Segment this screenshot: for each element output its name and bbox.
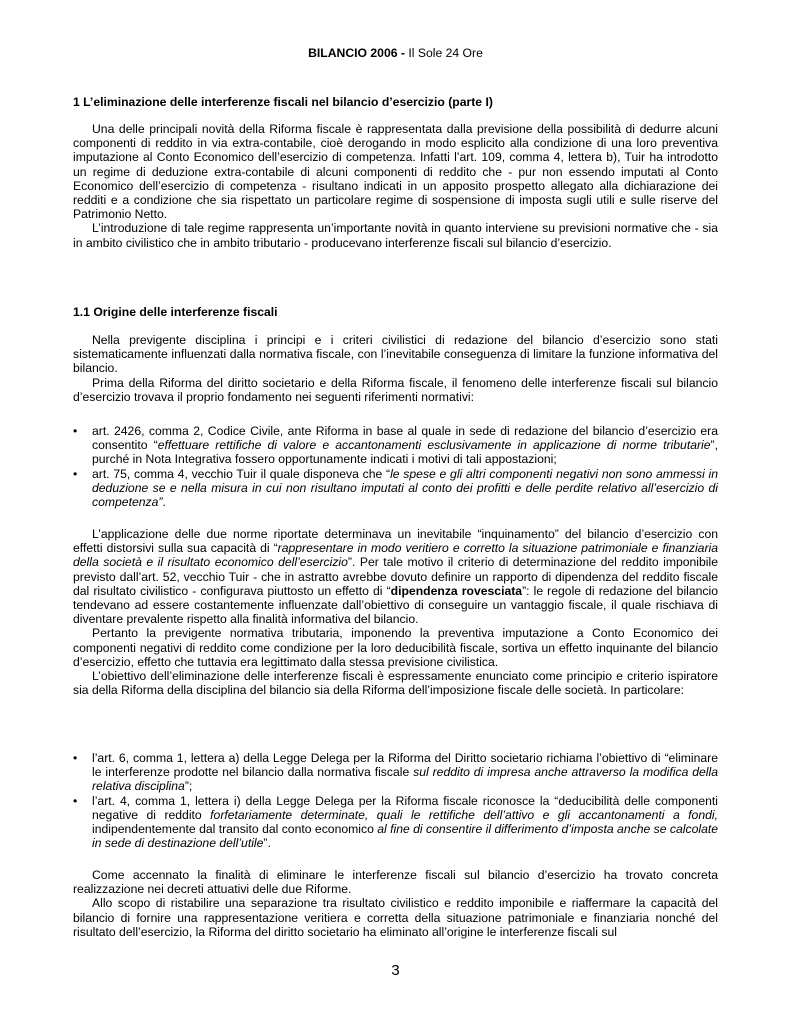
- paragraph: L’applicazione delle due norme riportate determinava un inevitabile “inquinamento” del bilancio d’esercizio con effetti distorsivi sulla sua capacità di “rappresentare in modo veritiero e corretto la situazione patrimoniale e finanziaria della società e il risultato economico dell’esercizio”. Per tale motivo il criterio di determinazione del reddito imponibile previsto dall’art. 52, vecchio Tuir - che in astratto avrebbe dovuto definire un rapporto di dipendenza del reddito fiscale dal risultato civilistico - configurava piuttosto un effetto di “dipendenza rovesciata”: le regole di redazione del bilancio tendevano ad essere costantemente influenzate dall’obiettivo di conseguire un vantaggio fiscale, il quale rischiava di diventare prevalente rispetto alla finalità informativa del bilancio.: [73, 527, 718, 627]
- delegation-law-list: [73, 751, 718, 850]
- page-number: 3: [391, 962, 400, 979]
- header-title-rest: Il Sole 24 Ore: [404, 46, 483, 60]
- paragraph: Come accennato la finalità di eliminare le interferenze fiscali sul bilancio d’esercizio ha trovato concreta realizzazione nei decreti attuativi delle due Riforme.: [73, 868, 718, 897]
- paragraph: Nella previgente disciplina i principi e i criteri civilistici di redazione del bilancio d’esercizio sono stati sistematicamente influenzati dalla normativa fiscale, con l’inevitabile conseguenza di limitare la funzione informativa del bilancio.: [73, 333, 718, 376]
- bullet-icon: •: [73, 793, 78, 808]
- list-item: • art. 2426, comma 2, Codice Civile, ante Riforma in base al quale in sede di redazione del bilancio d’esercizio era consentito “effettuare rettifiche di valore e accantonamenti esclusivamente in applicazione di norme tributarie”, purché in Nota Integrativa fossero opportunamente indicati i motivi di tali appostazioni;: [73, 424, 718, 467]
- paragraph: L’introduzione di tale regime rappresenta un’importante novità in quanto interviene su previsioni normative che - sia in ambito civilistico che in ambito tributario - producevano interferenze fiscali sul bilancio d’esercizio.: [73, 221, 718, 250]
- list-item: • art. 75, comma 4, vecchio Tuir il quale disponeva che “le spese e gli altri componenti negativi non sono ammessi in deduzione se e nella misura in cui non risultano imputati al conto dei profitti e delle perdite relativo all’esercizio di competenza”.: [73, 466, 718, 510]
- paragraph: L’obiettivo dell’eliminazione delle interferenze fiscali è espressamente enunciato come principio e criterio ispiratore sia della Riforma della disciplina del bilancio sia della Riforma dell’imposizione fiscale delle società. In particolare:: [73, 669, 718, 698]
- section-1-body: [73, 122, 718, 250]
- bullet-icon: •: [73, 751, 78, 765]
- section-heading-1: 1 L’eliminazione delle interferenze fiscali nel bilancio d’esercizio (parte I): [73, 95, 493, 109]
- bullet-icon: •: [73, 466, 78, 481]
- list-item: • l’art. 4, comma 1, lettera i) della Legge Delega per la Riforma fiscale riconosce la “deducibilità delle componenti negative di reddito forfetariamente determinate, quali le rettifiche dell’attivo e gli accantonamenti a fondi, indipendentemente dal transito dal conto economico al fine di consentire il differimento d’imposta anche se calcolate in sede di destinazione dell’utile”.: [73, 793, 719, 851]
- header-title-bold: BILANCIO 2006 -: [308, 46, 405, 60]
- running-header: [73, 46, 718, 60]
- normative-references-list: [73, 424, 718, 509]
- section-1-1-body: [73, 527, 718, 697]
- paragraph: Prima della Riforma del diritto societario e della Riforma fiscale, il fenomeno delle interferenze fiscali sul bilancio d’esercizio trovava il proprio fondamento nei seguenti riferimenti normativi:: [73, 375, 718, 404]
- section-heading-1-1: 1.1 Origine delle interferenze fiscali: [73, 305, 278, 319]
- section-1-1-intro: [73, 333, 718, 404]
- paragraph: Pertanto la previgente normativa tributaria, imponendo la preventiva imputazione a Conto Economico dei componenti negativi di reddito come condizione per la loro deducibilità fiscale, sortiva un effetto inquinante del bilancio d’esercizio, effetto che tuttavia era legittimato dalla stessa previsione civilistica.: [73, 626, 718, 669]
- list-item: • l’art. 6, comma 1, lettera a) della Legge Delega per la Riforma del Diritto societario richiama l’obiettivo di “eliminare le interferenze prodotte nel bilancio dalla normativa fiscale sul reddito di impresa anche attraverso la modifica della relativa disciplina”;: [73, 751, 718, 794]
- bullet-icon: •: [73, 424, 78, 438]
- section-1-1-conclusion: [73, 868, 718, 939]
- paragraph: Una delle principali novità della Riforma fiscale è rappresentata dalla previsione della possibilità di dedurre alcuni componenti di reddito in via extra-contabile, cioè derogando in modo esplicito alla condizione di una loro preventiva imputazione al Conto Economico dell’esercizio di competenza. Infatti l’art. 109, comma 4, lettera b), Tuir ha introdotto un regime di deduzione extra-contabile di alcuni componenti di reddito che - pur non essendo imputati al Conto Economico dell’esercizio di competenza - risultano indicati in un apposito prospetto allegato alla dichiarazione dei redditi e a condizione che sia rispettato un particolare regime di sospensione di imposta sugli utili e sulle riserve del Patrimonio Netto.: [73, 122, 718, 222]
- paragraph: Allo scopo di ristabilire una separazione tra risultato civilistico e reddito imponibile e riaffermare la capacità del bilancio di fornire una rappresentazione veritiera e corretta della situazione patrimoniale e finanziaria nonché del risultato dell’esercizio, la Riforma del diritto societario ha eliminato all’origine le interferenze fiscali sul: [73, 896, 718, 939]
